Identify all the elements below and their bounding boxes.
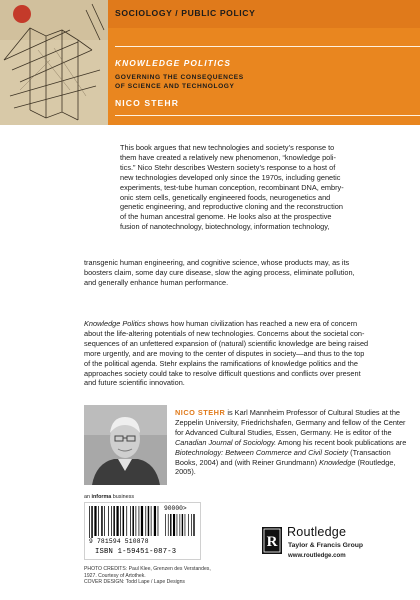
book-title: KNOWLEDGE POLITICS (115, 58, 232, 68)
routledge-logo-icon (262, 527, 282, 554)
desc-line: boosters claim, some day cure disease, slow the aging process, eliminate pollution, (84, 267, 355, 277)
barcode-bar (113, 506, 115, 536)
book-subtitle (115, 73, 345, 91)
title-block (108, 28, 420, 125)
desc-line: about the life-altering potentials of new technologies. Concerns about the societal con- (84, 328, 365, 338)
addon-bar (182, 514, 183, 536)
category-label: SOCIOLOGY / PUBLIC POLICY (115, 8, 256, 18)
book-title-inline: Knowledge Politics (84, 319, 146, 328)
informa-note: an informa business (84, 494, 135, 500)
barcode-bar (120, 506, 121, 536)
addon-bar (180, 514, 181, 536)
addon-bar (177, 514, 178, 536)
addon-bar (191, 514, 192, 536)
category-bar (108, 0, 420, 28)
subtitle-line-2: OF SCIENCE AND TECHNOLOGY (115, 83, 235, 91)
desc-line: fusion of nanotechnology, biotechnology, information technology, (120, 222, 330, 232)
desc-line: onic stem cells, genetically engineered foods, neurogenetics and (120, 192, 331, 202)
barcode-bar (89, 506, 90, 538)
desc-line: genetic engineering, and reproductive cloning and the reconstruction (120, 202, 343, 212)
barcode-bar (104, 506, 105, 536)
barcode-bar (130, 506, 131, 536)
description-paragraph-1-continued (84, 258, 402, 288)
addon-bar (165, 514, 166, 536)
barcode-bar (94, 506, 96, 536)
barcode-bar (91, 506, 93, 538)
book-title-knowledge: Knowledge (319, 457, 356, 467)
barcode-bar (139, 506, 140, 536)
desc-line: approaches society could take to resolve difficult questions and conflicts over present (84, 368, 361, 378)
publisher-name: Routledge (287, 525, 347, 539)
logo-letter: R (266, 534, 278, 550)
credits (84, 566, 254, 586)
subtitle-line-1: GOVERNING THE CONSEQUENCES (115, 74, 244, 81)
barcode-bar (126, 506, 127, 536)
addon-bar (173, 514, 175, 536)
desc-line: of the political agenda. Stehr explains the ramifications of knowledge politics and the (84, 358, 358, 368)
desc-line: new technologies developed only since the 1970s, including genetic (120, 172, 341, 182)
barcode-bar (158, 506, 159, 536)
photo-credit-line-1: PHOTO CREDITS: Paul Klee, Grenzen des Verstandes, (84, 566, 211, 572)
barcode (84, 502, 201, 560)
author-photo (84, 405, 167, 485)
desc-line: more urgently, and are moving to the center of disputes in society—and thus to the top (84, 348, 365, 358)
description-paragraph-2 (84, 319, 402, 388)
desc-line: This book argues that new technologies and society’s response to (120, 143, 335, 152)
cover-design-credit: COVER DESIGN: Todd Lape / Lape Designs (84, 579, 185, 586)
barcode-bar (151, 506, 152, 536)
informa-brand: informa (91, 494, 112, 500)
desc-line: Knowledge Politics shows how human civilization has reached a new era of concern (84, 319, 358, 328)
barcode-bar (145, 506, 146, 536)
barcode-bar (111, 506, 112, 536)
description-paragraph-1 (120, 143, 402, 232)
barcode-bar (154, 506, 156, 536)
addon-bar (170, 514, 171, 536)
publisher-group: Taylor & Francis Group (288, 542, 364, 549)
author-name: NICO STEHR (115, 98, 179, 108)
bio-author-name: NICO STEHR (175, 408, 226, 417)
barcode-bar (148, 506, 150, 536)
book-title-biotech: Biotechnology: Between Commerce and Civil Society (175, 447, 349, 457)
title-rule-bottom (115, 115, 420, 116)
barcode-bar (98, 506, 99, 536)
barcode-bar (123, 506, 125, 536)
author-bio: NICO STEHR is Karl Mannheim Professor of Cultural Studies at the Zeppelin University, Friedrichshafen, Germany and fellow of the Center for Advanced Cultural Studies, Essen, Germany. He is editor of the Canadian Journal of Sociology. Among his recent book publications are Biotechnology: Between Commerce and Civil Society (Transaction Books, 2004) and (with Reiner Grundmann) Knowledge (Routledge, 2005). (175, 408, 407, 477)
desc-line: them have created a relatively new phenomenon, “knowledge poli- (120, 152, 336, 162)
ean-digits: 9 781594 510878 (89, 538, 149, 545)
addon-bar (188, 514, 189, 536)
desc-line: of the human ancestral genome. He looks also at the prospective (120, 212, 332, 222)
barcode-bar (116, 506, 118, 536)
barcode-bar (132, 506, 134, 536)
desc-line: experiments, test-tube human conception, recombinant DNA, embry- (120, 182, 344, 192)
barcode-bar (141, 506, 143, 536)
addon-bar (185, 514, 186, 536)
title-rule-top (115, 46, 420, 47)
barcode-bar (108, 506, 109, 536)
desc-line: and future scientific innovation. (84, 378, 185, 388)
barcode-bar (101, 506, 103, 536)
desc-line: and generally enhance human performance. (84, 277, 229, 287)
desc-line: transgenic human engineering, and cognitive science, whose products may, as its (84, 258, 350, 267)
cover-painting (0, 0, 108, 125)
photo-credit-line-2: 1927. Courtesy of Artothek. (84, 572, 146, 579)
publisher-url: www.routledge.com (288, 552, 346, 559)
barcode-bar (136, 506, 137, 536)
addon-bar (168, 514, 169, 536)
desc-line: tics.” Nico Stehr describes Western society’s response to a host of (120, 162, 336, 172)
addon-bar (193, 514, 194, 536)
journal-title: Canadian Journal of Sociology. (175, 437, 277, 447)
desc-line: sequences of an unfettered expansion of (natural) scientific knowledge are being raised (84, 338, 369, 348)
price-code: 90000> (164, 505, 187, 512)
isbn-number: ISBN 1-59451-087-3 (95, 548, 177, 556)
